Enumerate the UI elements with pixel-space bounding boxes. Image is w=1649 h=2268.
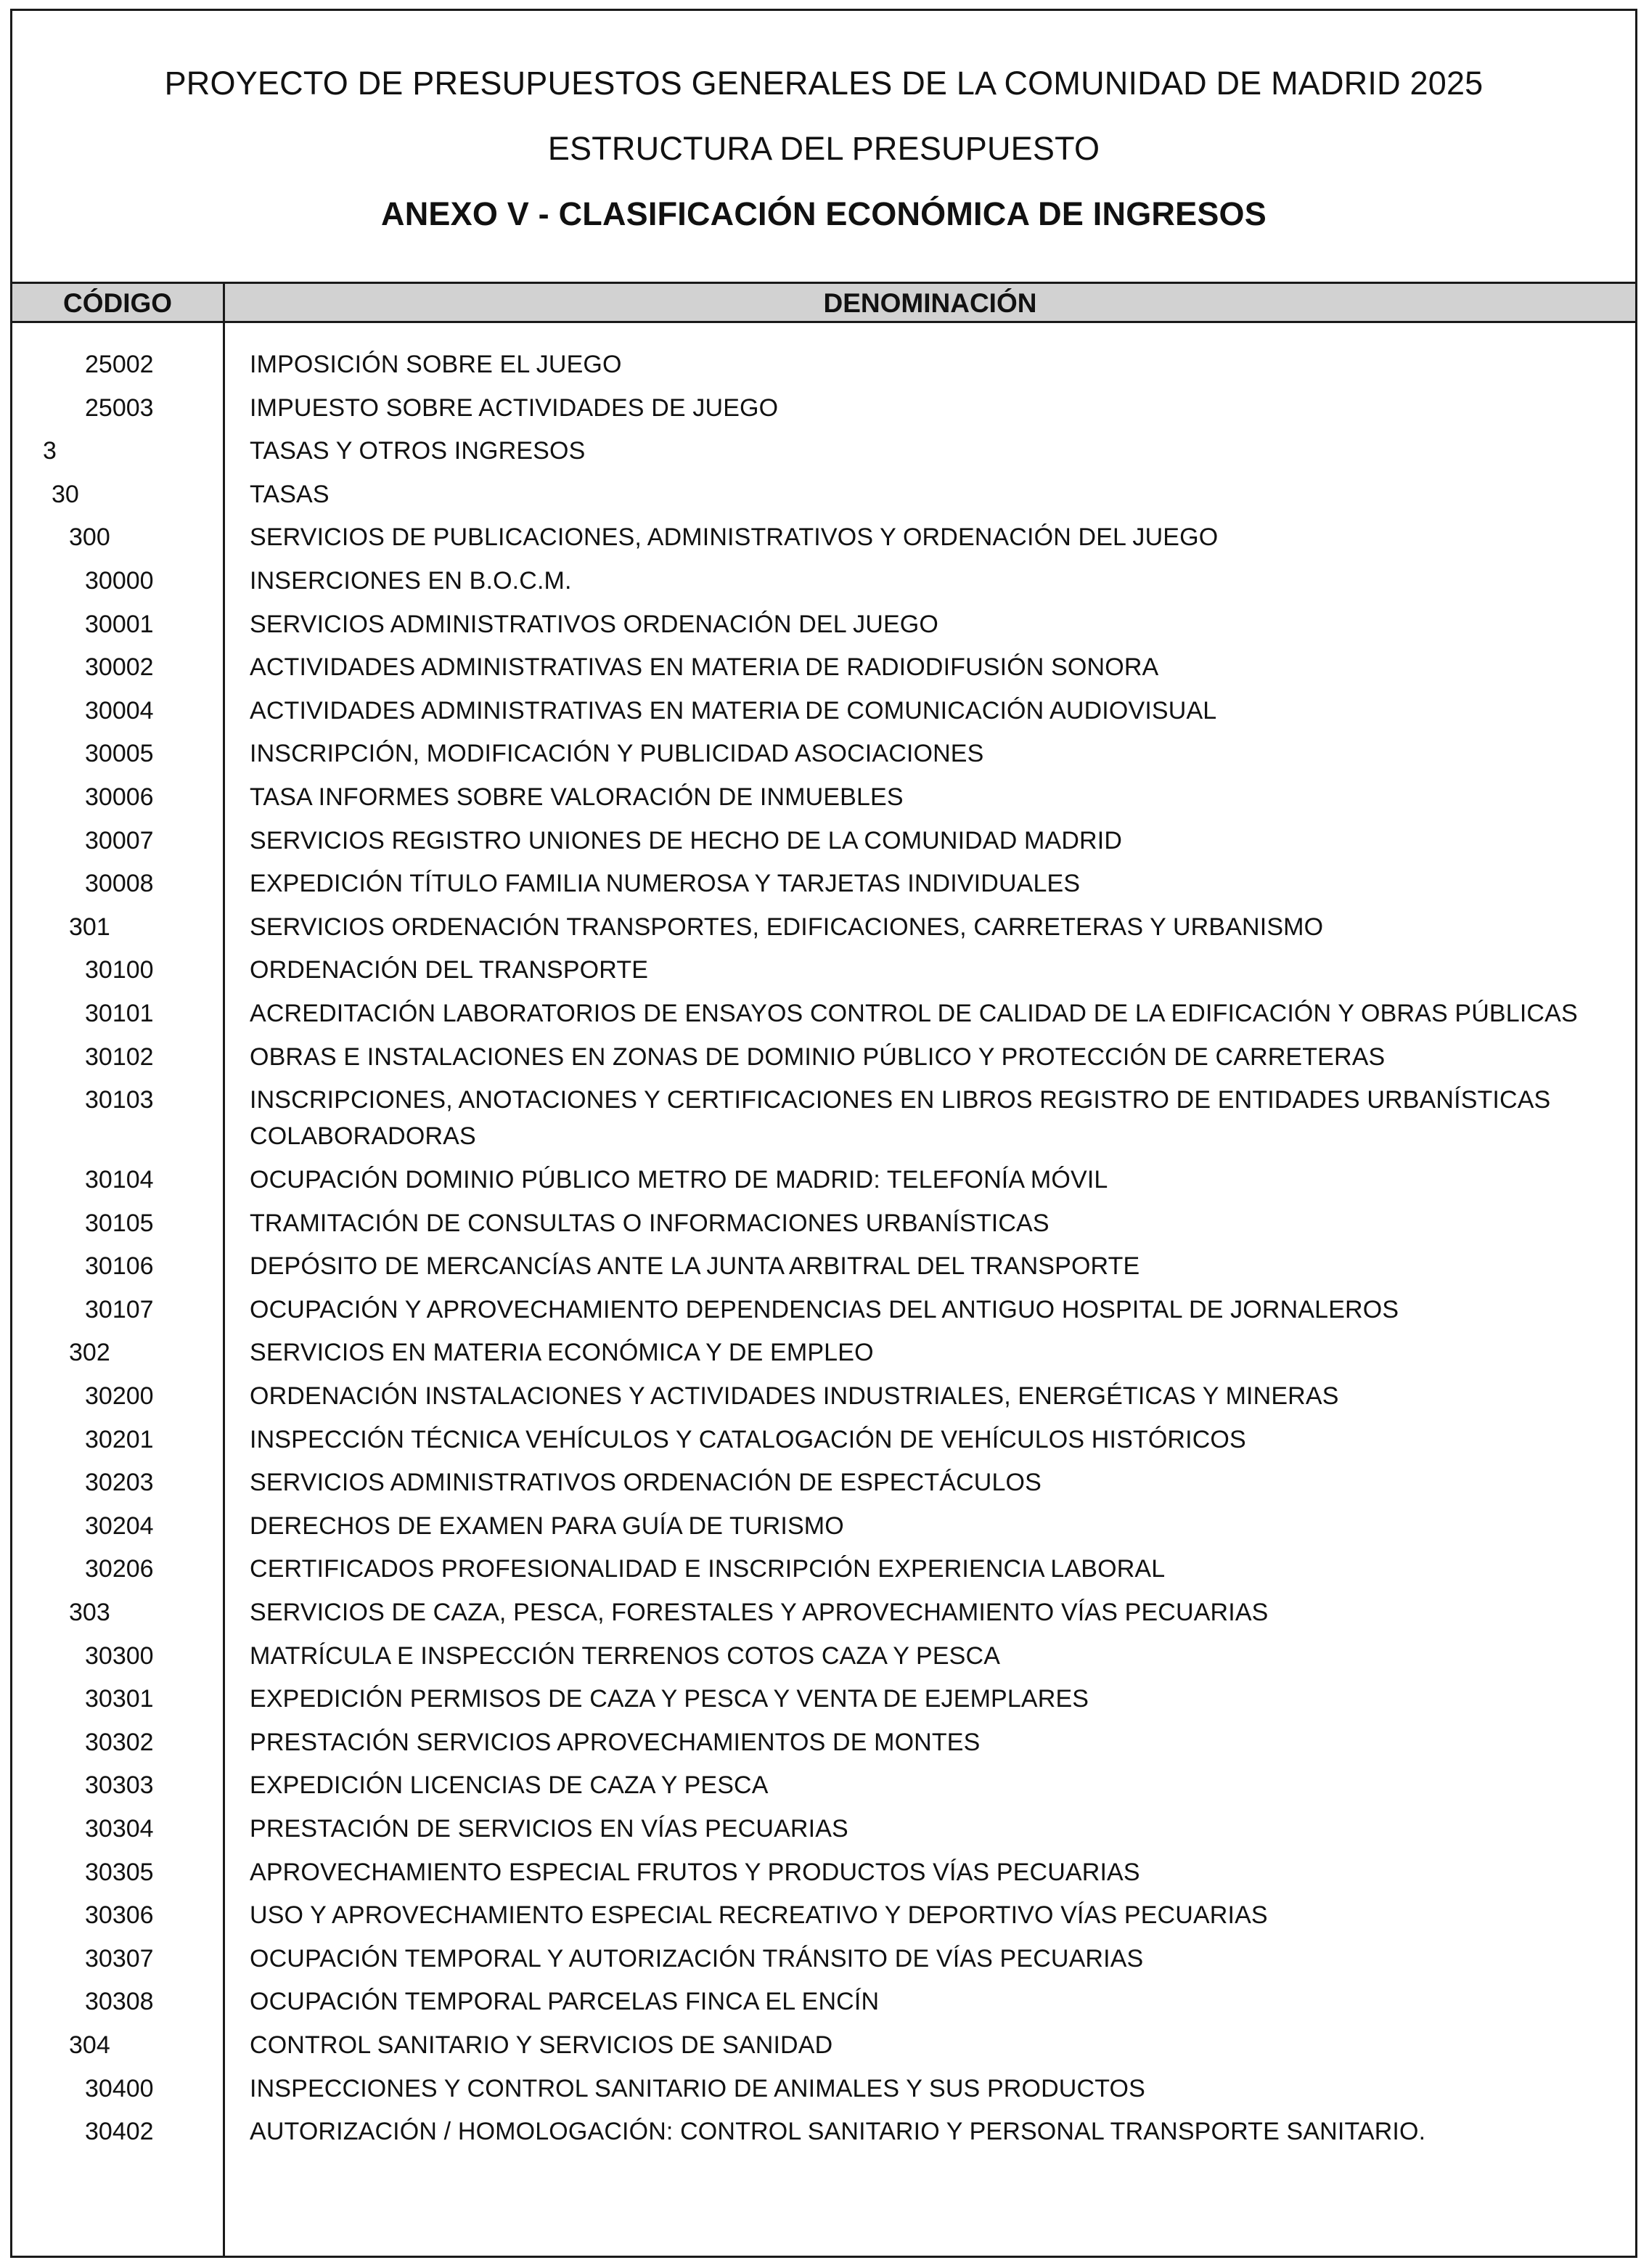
- row-denomination: SERVICIOS ORDENACIÓN TRANSPORTES, EDIFICACIONES, CARRETERAS Y URBANISMO: [250, 913, 1324, 941]
- table-row: [12, 563, 1635, 606]
- row-code: 301: [69, 913, 110, 941]
- row-code: 25002: [85, 351, 154, 378]
- row-code: 25003: [85, 393, 154, 422]
- row-denomination: INSPECCIÓN TÉCNICA VEHÍCULOS Y CATALOGACIÓN DE VEHÍCULOS HISTÓRICOS: [250, 1425, 1246, 1453]
- row-denomination: TASAS: [250, 480, 330, 508]
- row-denomination: ACREDITACIÓN LABORATORIOS DE ENSAYOS CONTROL DE CALIDAD DE LA EDIFICACIÓN Y OBRAS PÚBLICAS: [250, 999, 1578, 1027]
- row-denomination: SERVICIOS ADMINISTRATIVOS ORDENACIÓN DEL JUEGO: [250, 610, 938, 638]
- column-header-code: CÓDIGO: [62, 288, 173, 318]
- row-denomination: OBRAS E INSTALACIONES EN ZONAS DE DOMINIO PÚBLICO Y PROTECCIÓN DE CARRETERAS: [250, 1043, 1386, 1071]
- table-row: [12, 1638, 1635, 1681]
- row-denomination: SERVICIOS REGISTRO UNIONES DE HECHO DE LA COMUNIDAD MADRID: [250, 826, 1123, 854]
- row-code: 30102: [85, 1043, 154, 1071]
- table-row: [12, 1594, 1635, 1638]
- column-header-name: DENOMINACIÓN: [823, 288, 1037, 318]
- table-row: [12, 1983, 1635, 2027]
- table-row: [12, 1248, 1635, 1292]
- row-code: 30204: [85, 1512, 154, 1540]
- table-row: [12, 433, 1635, 476]
- table-row: [12, 1039, 1635, 1082]
- row-code: 30007: [85, 826, 154, 854]
- row-code: 30106: [85, 1252, 154, 1281]
- row-code: 30303: [85, 1771, 154, 1800]
- row-code: 30301: [85, 1685, 154, 1713]
- table-header: [12, 284, 1635, 323]
- table-row: [12, 1464, 1635, 1508]
- row-code: 30104: [85, 1166, 154, 1194]
- row-denomination: SERVICIOS DE CAZA, PESCA, FORESTALES Y APROVECHAMIENTO VÍAS PECUARIAS: [250, 1599, 1269, 1627]
- row-code: 30002: [85, 653, 154, 682]
- row-denomination: TRAMITACIÓN DE CONSULTAS O INFORMACIONES URBANÍSTICAS: [250, 1209, 1049, 1237]
- row-code: 30302: [85, 1728, 154, 1756]
- row-code: 30008: [85, 870, 154, 898]
- row-code: 30001: [85, 610, 154, 638]
- row-denomination: CERTIFICADOS PROFESIONALIDAD E INSCRIPCIÓN EXPERIENCIA LABORAL: [250, 1555, 1166, 1583]
- table-row: [12, 1508, 1635, 1551]
- row-denomination: APROVECHAMIENTO ESPECIAL FRUTOS Y PRODUCTOS VÍAS PECUARIAS: [250, 1858, 1140, 1886]
- row-code: 30006: [85, 783, 154, 811]
- table-row: [12, 346, 1635, 390]
- row-denomination: OCUPACIÓN TEMPORAL Y AUTORIZACIÓN TRÁNSITO DE VÍAS PECUARIAS: [250, 1944, 1144, 1973]
- table-row: [12, 1421, 1635, 1465]
- table-row: [12, 1205, 1635, 1249]
- row-denomination: OCUPACIÓN DOMINIO PÚBLICO METRO DE MADRID: TELEFONÍA MÓVIL: [250, 1166, 1108, 1194]
- row-denomination: EXPEDICIÓN PERMISOS DE CAZA Y PESCA Y VENTA DE EJEMPLARES: [250, 1685, 1089, 1713]
- table-row: [12, 1767, 1635, 1811]
- row-denomination: SERVICIOS DE PUBLICACIONES, ADMINISTRATIVOS Y ORDENACIÓN DEL JUEGO: [250, 523, 1219, 552]
- row-code: 30004: [85, 696, 154, 725]
- row-denomination: ACTIVIDADES ADMINISTRATIVAS EN MATERIA DE RADIODIFUSIÓN SONORA: [250, 653, 1159, 682]
- row-code: 30107: [85, 1295, 154, 1323]
- row-denomination: ORDENACIÓN DEL TRANSPORTE: [250, 956, 649, 984]
- row-code: 30100: [85, 956, 154, 984]
- row-denomination: INSERCIONES EN B.O.C.M.: [250, 566, 572, 595]
- table-row: [12, 2071, 1635, 2114]
- table-row: [12, 1941, 1635, 1984]
- table-row: [12, 1334, 1635, 1378]
- row-code: 30307: [85, 1944, 154, 1973]
- row-denomination: DERECHOS DE EXAMEN PARA GUÍA DE TURISMO: [250, 1512, 844, 1540]
- row-denomination: ACTIVIDADES ADMINISTRATIVAS EN MATERIA DE COMUNICACIÓN AUDIOVISUAL: [250, 696, 1217, 725]
- table-row: [12, 1724, 1635, 1768]
- row-code: 30000: [85, 566, 154, 595]
- row-denomination: INSCRIPCIONES, ANOTACIONES Y CERTIFICACIONES EN LIBROS REGISTRO DE ENTIDADES URBANÍSTICAS COLABORADORAS: [250, 1086, 1551, 1151]
- row-code: 30306: [85, 1901, 154, 1930]
- row-code: 30400: [85, 2074, 154, 2102]
- row-denomination: EXPEDICIÓN TÍTULO FAMILIA NUMEROSA Y TARJETAS INDIVIDUALES: [250, 870, 1081, 898]
- row-denomination: DEPÓSITO DE MERCANCÍAS ANTE LA JUNTA ARBITRAL DEL TRANSPORTE: [250, 1252, 1140, 1281]
- row-denomination: TASA INFORMES SOBRE VALORACIÓN DE INMUEBLES: [250, 783, 904, 811]
- row-denomination: IMPUESTO SOBRE ACTIVIDADES DE JUEGO: [250, 393, 779, 422]
- row-denomination: SERVICIOS EN MATERIA ECONÓMICA Y DE EMPLEO: [250, 1339, 874, 1367]
- table-row: [12, 1162, 1635, 1205]
- row-denomination: INSCRIPCIÓN, MODIFICACIÓN Y PUBLICIDAD ASOCIACIONES: [250, 740, 984, 768]
- row-denomination: IMPOSICIÓN SOBRE EL JUEGO: [250, 351, 622, 378]
- row-code: 30206: [85, 1555, 154, 1583]
- table-row: [12, 779, 1635, 823]
- row-code: 30300: [85, 1641, 154, 1670]
- row-code: 3: [43, 437, 57, 465]
- row-denomination: USO Y APROVECHAMIENTO ESPECIAL RECREATIVO Y DEPORTIVO VÍAS PECUARIAS: [250, 1901, 1268, 1930]
- row-denomination: OCUPACIÓN TEMPORAL PARCELAS FINCA EL ENCÍN: [250, 1988, 880, 2016]
- classification-table-body: [12, 346, 1635, 2157]
- budget-title: PROYECTO DE PRESUPUESTOS GENERALES DE LA COMUNIDAD DE MADRID 2025: [164, 65, 1484, 102]
- table-row: [12, 865, 1635, 909]
- table-row: [12, 1681, 1635, 1724]
- row-code: 30201: [85, 1425, 154, 1453]
- row-denomination: INSPECCIONES Y CONTROL SANITARIO DE ANIMALES Y SUS PRODUCTOS: [250, 2074, 1145, 2102]
- row-denomination: ORDENACIÓN INSTALACIONES Y ACTIVIDADES INDUSTRIALES, ENERGÉTICAS Y MINERAS: [250, 1382, 1339, 1411]
- table-row: [12, 1811, 1635, 1854]
- row-code: 30304: [85, 1815, 154, 1843]
- table-row: [12, 2027, 1635, 2071]
- row-denomination: PRESTACIÓN DE SERVICIOS EN VÍAS PECUARIAS: [250, 1815, 848, 1843]
- row-code: 302: [69, 1339, 110, 1367]
- row-denomination: MATRÍCULA E INSPECCIÓN TERRENOS COTOS CAZA Y PESCA: [250, 1641, 1001, 1670]
- row-code: 30200: [85, 1382, 154, 1411]
- table-row: [12, 823, 1635, 866]
- document-header: [12, 11, 1635, 284]
- row-denomination: CONTROL SANITARIO Y SERVICIOS DE SANIDAD: [250, 2031, 833, 2059]
- row-code: 30203: [85, 1469, 154, 1497]
- row-code: 303: [69, 1599, 110, 1627]
- row-denomination: EXPEDICIÓN LICENCIAS DE CAZA Y PESCA: [250, 1771, 769, 1800]
- annex-title: ANEXO V - CLASIFICACIÓN ECONÓMICA DE INGRESOS: [381, 195, 1267, 232]
- row-denomination: TASAS Y OTROS INGRESOS: [250, 437, 586, 465]
- table-row: [12, 519, 1635, 563]
- table-row: [12, 735, 1635, 779]
- row-code: 300: [69, 523, 110, 552]
- table-row: [12, 1378, 1635, 1421]
- row-denomination: AUTORIZACIÓN / HOMOLOGACIÓN: CONTROL SANITARIO Y PERSONAL TRANSPORTE SANITARIO.: [250, 2118, 1426, 2146]
- table-row: [12, 649, 1635, 693]
- table-row: [12, 1854, 1635, 1898]
- table-row: [12, 693, 1635, 736]
- row-denomination: PRESTACIÓN SERVICIOS APROVECHAMIENTOS DE MONTES: [250, 1728, 981, 1756]
- row-code: 30103: [85, 1086, 154, 1114]
- row-code: 30308: [85, 1988, 154, 2016]
- row-code: 30402: [85, 2118, 154, 2146]
- table-row: [12, 1551, 1635, 1594]
- row-denomination: OCUPACIÓN Y APROVECHAMIENTO DEPENDENCIAS DEL ANTIGUO HOSPITAL DE JORNALEROS: [250, 1295, 1399, 1323]
- table-row: [12, 606, 1635, 650]
- row-code: 304: [69, 2031, 110, 2059]
- row-code: 30: [52, 480, 79, 508]
- row-code: 30305: [85, 1858, 154, 1886]
- row-code: 30005: [85, 740, 154, 768]
- row-code: 30101: [85, 999, 154, 1027]
- table-row: [12, 1292, 1635, 1335]
- table-row: [12, 952, 1635, 995]
- table-row: [12, 2113, 1635, 2157]
- table-row: [12, 390, 1635, 433]
- document-frame: [10, 9, 1637, 2258]
- structure-subtitle: ESTRUCTURA DEL PRESUPUESTO: [547, 130, 1100, 167]
- table-row: [12, 909, 1635, 953]
- table-row: [12, 476, 1635, 520]
- row-denomination: SERVICIOS ADMINISTRATIVOS ORDENACIÓN DE ESPECTÁCULOS: [250, 1469, 1042, 1497]
- table-row: [12, 995, 1635, 1039]
- table-row: [12, 1082, 1635, 1162]
- row-code: 30105: [85, 1209, 154, 1237]
- table-row: [12, 1897, 1635, 1941]
